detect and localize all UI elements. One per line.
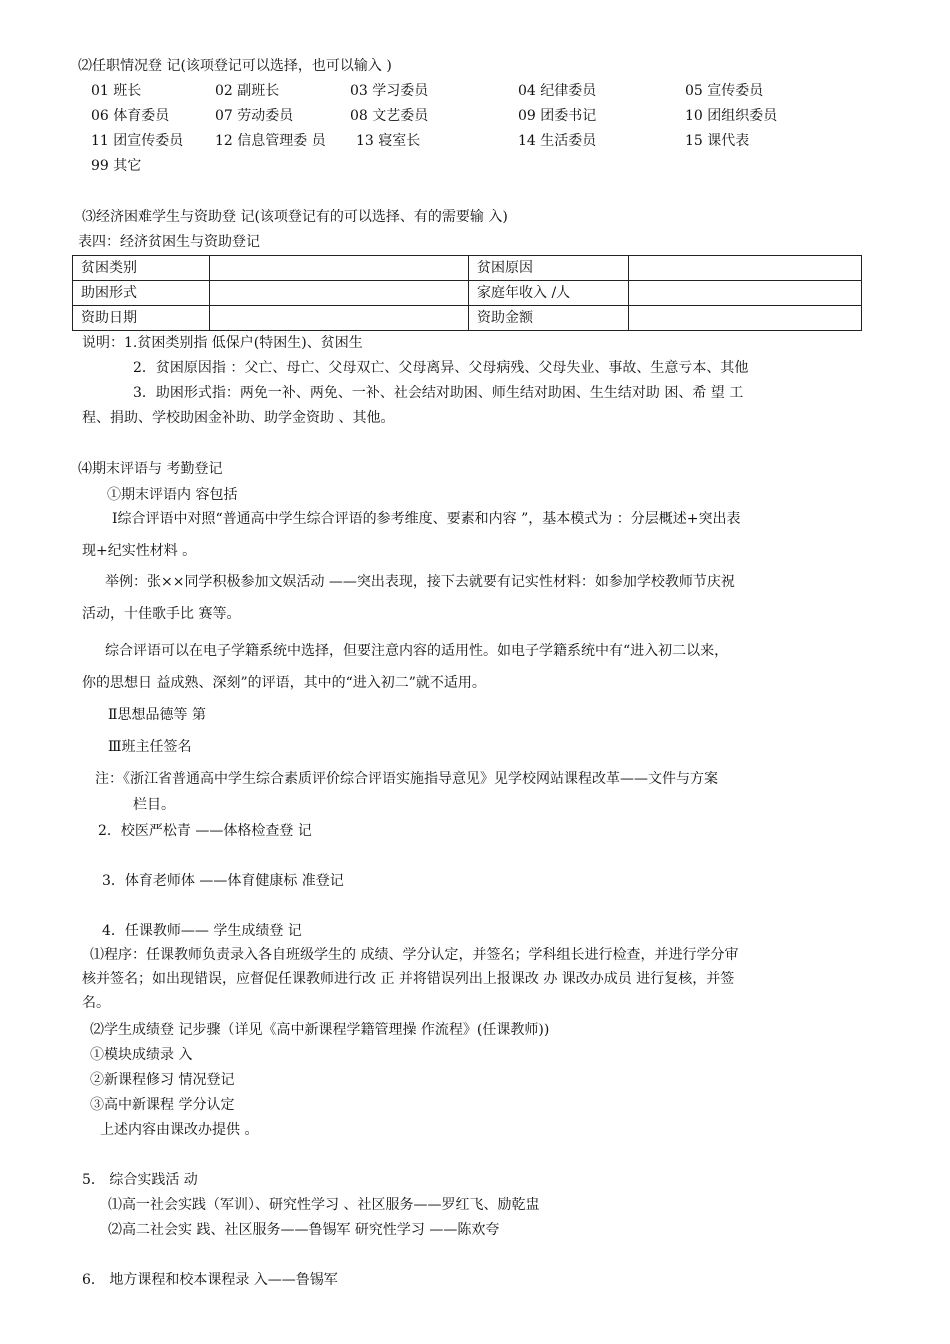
table-row (73, 256, 862, 281)
table-cell: 贫困类别 (73, 256, 210, 281)
paragraph-line: 举例：张××同学积极参加文娱活动 ——突出表现，接下去就要有记实性材料：如参加学校教师节庆祝 (105, 574, 735, 590)
note-line: 栏目。 (133, 797, 175, 813)
note-line: 3．助困形式指：两免一补、两免、一补、社会结对助困、师生结对助困、生生结对助 困、希 望 工 (133, 385, 744, 401)
note-line: 程、捐助、学校助困金补助、助学金资助 、其他。 (82, 410, 395, 426)
table-cell: 助困形式 (73, 281, 210, 306)
paragraph-line: 综合评语可以在电子学籍系统中选择，但要注意内容的适用性。如电子学籍系统中有“进入初二以来， (105, 643, 729, 659)
item-heading: 4．任课教师—— 学生成绩登 记 (102, 923, 302, 939)
role-item: 10 团组织委员 (685, 108, 778, 124)
paragraph-line: 现+纪实性材料 。 (82, 543, 197, 559)
section-4-title: ⑷期末评语与 考勤登记 (78, 461, 223, 477)
item-heading: 3．体育老师体 ——体育健康标 准登记 (102, 873, 344, 889)
role-item: 04 纪律委员 (518, 83, 597, 99)
item-heading: 5． 综合实践活 动 (82, 1172, 198, 1188)
section-3-title: ⑶经济困难学生与资助登 记(该项登记有的可以选择、有的需要输 入) (82, 209, 508, 225)
role-item: 01 班长 (91, 83, 142, 99)
table-row (73, 281, 862, 306)
list-item: 上述内容由课改办提供 。 (100, 1122, 259, 1138)
poverty-aid-table (72, 255, 862, 331)
list-item: ⑵高二社会实 践、社区服务——鲁锡军 研究性学习 ——陈欢夸 (108, 1222, 500, 1238)
section-2-title: ⑵任职情况登 记(该项登记可以选择，也可以输入 ) (78, 58, 392, 74)
table-cell[interactable] (629, 256, 862, 281)
role-item: 11 团宣传委员 (91, 133, 184, 149)
note-line: 注：《浙江省普通高中学生综合素质评价综合评语实施指导意见》见学校网站课程改革——文件与方案 (95, 771, 718, 787)
paragraph-line: ⑵学生成绩登 记步骤（详见《高中新课程学籍管理操 作流程》(任课教师)) (90, 1022, 550, 1038)
paragraph-line: Ⅰ综合评语中对照“普通高中学生综合评语的参考维度、要素和内容 ”，基本模式为 ：分层概述+突出表 (112, 511, 741, 527)
table-cell: 资助日期 (73, 306, 210, 331)
item-heading: 2．校医严松青 ——体格检查登 记 (98, 823, 312, 839)
table-caption: 表四：经济贫困生与资助登记 (78, 234, 260, 250)
table-cell[interactable] (629, 306, 862, 331)
role-item: 05 宣传委员 (685, 83, 764, 99)
role-item: 13 寝室长 (356, 133, 421, 149)
paragraph-line: 核并签名；如出现错误，应督促任课教师进行改 正 并将错误列出上报课改 办 课改办成员 进行复核，并签 (82, 971, 735, 987)
role-item: 99 其它 (91, 158, 142, 174)
table-cell[interactable] (210, 256, 469, 281)
table-cell[interactable] (210, 281, 469, 306)
paragraph-line: Ⅱ思想品德等 第 (108, 707, 206, 723)
role-item: 15 课代表 (685, 133, 750, 149)
paragraph-line: 名。 (82, 995, 110, 1011)
role-item: 09 团委书记 (518, 108, 597, 124)
table-cell: 资助金额 (469, 306, 629, 331)
paragraph-line: ⑴程序：任课教师负责录入各自班级学生的 成绩、学分认定，并签名；学科组长进行检查，并进行学分审 (90, 947, 739, 963)
item-heading: 6． 地方课程和校本课程录 入——鲁锡军 (82, 1272, 338, 1288)
role-item: 14 生活委员 (518, 133, 597, 149)
role-item: 08 文艺委员 (350, 108, 429, 124)
list-item: ①模块成绩录 入 (90, 1047, 193, 1063)
role-item: 06 体育委员 (91, 108, 170, 124)
list-item: ⑴高一社会实践（军训）、研究性学习 、社区服务——罗红飞、励乾盅 (108, 1197, 540, 1213)
paragraph-line: 活动，十佳歌手比 赛等。 (82, 606, 241, 622)
role-item: 02 副班长 (215, 83, 280, 99)
table-cell[interactable] (629, 281, 862, 306)
table-cell[interactable] (210, 306, 469, 331)
table-row (73, 306, 862, 331)
paragraph-line: 你的思想日 益成熟、深刻”的评语，其中的“进入初二”就不适用。 (82, 675, 486, 691)
table-cell: 贫困原因 (469, 256, 629, 281)
note-line: 说明：1.贫困类别指 低保户(特困生)、贫困生 (82, 335, 363, 351)
list-item: ②新课程修习 情况登记 (90, 1072, 235, 1088)
role-item: 03 学习委员 (350, 83, 429, 99)
role-item: 12 信息管理委 员 (215, 133, 326, 149)
subsection-title: ①期末评语内 容包括 (107, 487, 238, 503)
paragraph-line: Ⅲ班主任签名 (108, 739, 192, 755)
list-item: ③高中新课程 学分认定 (90, 1097, 235, 1113)
note-line: 2．贫困原因指 ：父亡、母亡、父母双亡、父母离异、父母病残、父母失业、事故、生意亏本、其他 (133, 360, 749, 376)
role-item: 07 劳动委员 (215, 108, 294, 124)
table-cell: 家庭年收入 /人 (469, 281, 629, 306)
